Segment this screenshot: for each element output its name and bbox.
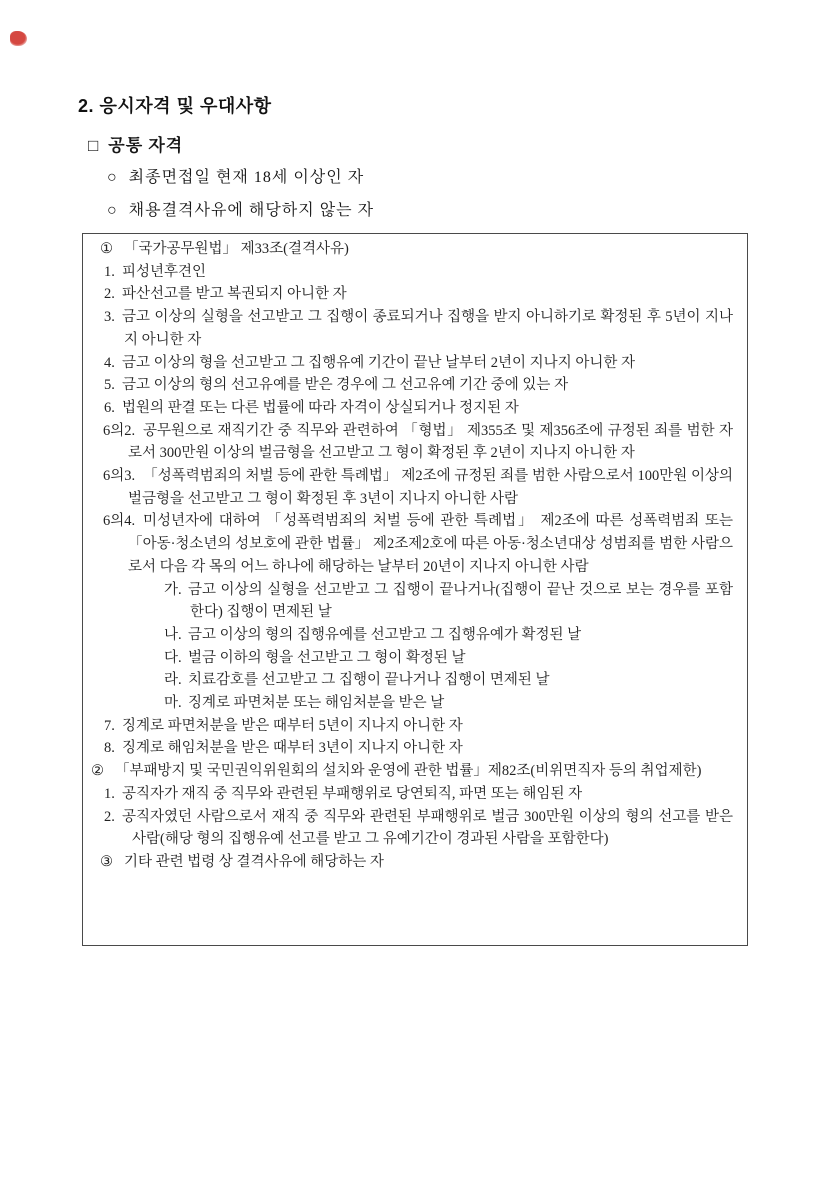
item-marker: 8. xyxy=(104,740,115,757)
item-marker: 다. xyxy=(164,649,182,666)
box-item xyxy=(97,510,733,578)
box-item xyxy=(97,647,733,670)
item-marker: 1. xyxy=(104,263,115,280)
item-marker: 6의3. xyxy=(103,468,136,485)
item-text: 금고 이상의 형을 선고받고 그 집행유예 기간이 끝난 날부터 2년이 지나지 아니한 자 xyxy=(122,354,635,371)
item-marker: 3. xyxy=(104,309,115,326)
item-marker: ① xyxy=(100,241,113,257)
item-text: 피성년후견인 xyxy=(122,263,207,280)
box-item xyxy=(97,737,733,760)
item-marker: 6의2. xyxy=(103,422,136,439)
box-item xyxy=(97,806,733,851)
box-item xyxy=(97,715,733,738)
item-text: 치료감호를 선고받고 그 집행이 끝나거나 집행이 면제된 날 xyxy=(188,672,550,689)
item-marker: 나. xyxy=(164,626,182,643)
corner-red-mark xyxy=(10,31,27,46)
section-title: 2. 응시자격 및 우대사항 xyxy=(78,96,272,116)
box-item xyxy=(97,352,733,375)
item-text: 금고 이상의 실형을 선고받고 그 집행이 끝나거나(집행이 끝난 것으로 보는 경우를 포함한다) 집행이 면제된 날 xyxy=(188,581,733,621)
item-text: 법원의 판결 또는 다른 법률에 따라 자격이 상실되거나 정지된 자 xyxy=(122,399,519,416)
box-item xyxy=(97,692,733,715)
bullet-item xyxy=(107,197,374,220)
box-item xyxy=(88,760,733,783)
bullet-item xyxy=(107,164,364,187)
item-marker: 4. xyxy=(104,354,115,371)
item-marker: 6의4. xyxy=(103,513,136,530)
item-text: 공직자였던 사람으로서 재직 중 직무와 관련된 부패행위로 벌금 300만원 이상의 형의 선고를 받은 사람(해당 형의 집행유예 선고를 받고 그 유예기간이 경과된 사람을 포함한다) xyxy=(122,808,733,848)
item-text: 공무원으로 재직기간 중 직무와 관련하여 「형법」 제355조 및 제356조에 규정된 죄를 범한 자로서 300만원 이상의 벌금형을 선고받고 그 형이 확정된 후 2년이 지나지 아니한 자 xyxy=(128,422,733,462)
item-text: 징계로 해임처분을 받은 때부터 3년이 지나지 아니한 자 xyxy=(122,740,463,757)
circle-bullet-icon: ○ xyxy=(107,202,118,219)
item-marker: 5. xyxy=(104,377,115,394)
box-item xyxy=(97,783,733,806)
circle-bullet-icon: ○ xyxy=(107,169,118,186)
box-item xyxy=(97,374,733,397)
item-marker: 6. xyxy=(104,399,115,416)
item-text: 금고 이상의 형의 집행유예를 선고받고 그 집행유예가 확정된 날 xyxy=(188,626,582,643)
item-text: 미성년자에 대하여 「성폭력범죄의 처벌 등에 관한 특례법」 제2조에 따른 성폭력범죄 또는 「아동·청소년의 성보호에 관한 법률」 제2조제2호에 따른 아동·청소년대상 성범죄를 범한 사람으로서 다음 각 목의 어느 하나에 해당하는 날부터 20년이 지나지 아니한 사람 xyxy=(128,513,733,575)
item-marker: ③ xyxy=(100,853,113,870)
disqualification-box xyxy=(82,233,748,946)
item-text: 「국가공무원법」 제33조(결격사유) xyxy=(124,241,349,257)
item-marker: 2. xyxy=(104,286,115,303)
box-item xyxy=(97,238,733,261)
item-marker: 2. xyxy=(104,808,115,825)
item-text: 기타 관련 법령 상 결격사유에 해당하는 자 xyxy=(124,853,384,870)
item-text: 공직자가 재직 중 직무와 관련된 부패행위로 당연퇴직, 파면 또는 해임된 자 xyxy=(122,785,583,802)
box-item xyxy=(97,669,733,692)
item-text: 「성폭력범죄의 처벌 등에 관한 특례법」 제2조에 규정된 죄를 범한 사람으로서 100만원 이상의 벌금형을 선고받고 그 형이 확정된 후 3년이 지나지 아니한 사람 xyxy=(128,468,733,507)
box-item xyxy=(97,465,733,510)
box-item xyxy=(97,306,733,351)
bullet-text: 채용결격사유에 해당하지 않는 자 xyxy=(128,202,375,219)
item-text: 파산선고를 받고 복권되지 아니한 자 xyxy=(122,286,347,303)
box-item xyxy=(97,261,733,284)
box-item xyxy=(97,283,733,306)
item-text: 금고 이상의 실형을 선고받고 그 집행이 종료되거나 집행을 받지 아니하기로 확정된 후 5년이 지나지 아니한 자 xyxy=(122,309,733,348)
item-text: 금고 이상의 형의 선고유예를 받은 경우에 그 선고유예 기간 중에 있는 자 xyxy=(122,377,569,394)
box-item xyxy=(97,624,733,647)
square-bullet-icon: □ xyxy=(88,136,100,155)
bullet-text: 최종면접일 현재 18세 이상인 자 xyxy=(128,169,365,186)
item-marker: 7. xyxy=(104,717,115,734)
box-item xyxy=(97,397,733,420)
item-text: 「부패방지 및 국민권익위원회의 설치와 운영에 관한 법률」제82조(비위면직자 등의 취업제한) xyxy=(115,763,702,780)
item-marker: 1. xyxy=(104,785,115,802)
item-text: 징계로 파면처분 또는 해임처분을 받은 날 xyxy=(188,695,445,712)
item-text: 징계로 파면처분을 받은 때부터 5년이 지나지 아니한 자 xyxy=(122,717,463,734)
subsection-label: 공통 자격 xyxy=(108,136,184,155)
item-marker: 마. xyxy=(164,695,182,712)
box-item xyxy=(97,579,733,624)
item-marker: ② xyxy=(91,763,104,780)
item-marker: 라. xyxy=(164,672,182,689)
item-text: 벌금 이하의 형을 선고받고 그 형이 확정된 날 xyxy=(188,649,466,666)
box-item xyxy=(97,851,733,874)
box-item xyxy=(97,420,733,465)
subsection-heading xyxy=(88,131,183,156)
item-marker: 가. xyxy=(164,581,182,598)
